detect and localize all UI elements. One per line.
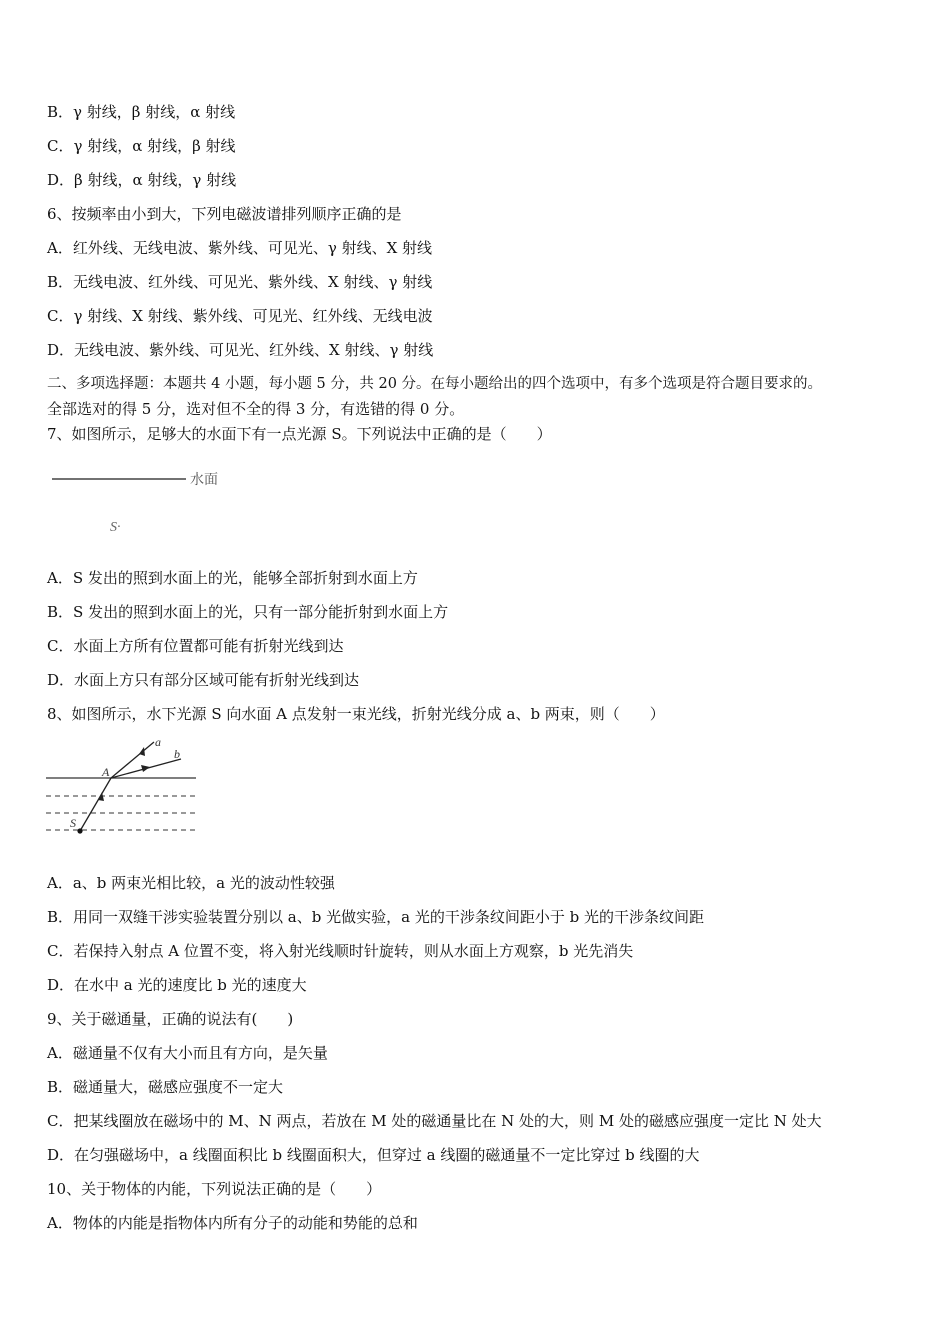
- point-a-label: A: [102, 765, 110, 779]
- q10-stem: 10、关于物体的内能，下列说法正确的是（ ）: [47, 1180, 382, 1198]
- q6-option-a: A．红外线、无线电波、紫外线、可见光、γ 射线、X 射线: [47, 239, 433, 257]
- q5-option-d: D．β 射线，α 射线，γ 射线: [47, 171, 237, 189]
- section2-header-line2: 全部选对的得 5 分，选对但不全的得 3 分，有选错的得 0 分。: [47, 400, 465, 418]
- water-surface-label: 水面: [190, 471, 218, 487]
- ray-b-arrow-icon: [141, 765, 150, 772]
- q9-option-c: C．把某线圈放在磁场中的 M、N 两点，若放在 M 处的磁通量比在 N 处的大，则 M 处的磁感应强度一定比 N 处大: [47, 1112, 822, 1130]
- q7-option-a: A．S 发出的照到水面上的光，能够全部折射到水面上方: [47, 569, 418, 587]
- q6-option-b: B．无线电波、红外线、可见光、紫外线、X 射线、γ 射线: [47, 273, 433, 291]
- q9-option-b: B．磁通量大，磁感应强度不一定大: [47, 1078, 284, 1096]
- q8-option-b: B．用同一双缝干涉实验装置分别以 a、b 光做实验，a 光的干涉条纹间距小于 b 光的干涉条纹间距: [47, 908, 704, 926]
- q8-figure: [44, 734, 204, 840]
- q8-stem: 8、如图所示，水下光源 S 向水面 A 点发射一束光线，折射光线分成 a、b 两束，则（ ）: [47, 705, 665, 723]
- q7-option-d: D．水面上方只有部分区域可能有折射光线到达: [47, 671, 360, 689]
- q9-option-a: A．磁通量不仅有大小而且有方向，是矢量: [47, 1044, 328, 1062]
- q7-stem: 7、如图所示，足够大的水面下有一点光源 S。下列说法中正确的是（ ）: [47, 425, 552, 443]
- ray-b-label: b: [174, 747, 180, 761]
- q6-option-d: D．无线电波、紫外线、可见光、红外线、X 射线、γ 射线: [47, 341, 434, 359]
- q5-option-c: C．γ 射线，α 射线，β 射线: [47, 137, 236, 155]
- q8-option-c: C．若保持入射点 A 位置不变，将入射光线顺时针旋转，则从水面上方观察，b 光先消失: [47, 942, 634, 960]
- ray-a-label: a: [155, 735, 161, 749]
- q8-option-a: A．a、b 两束光相比较，a 光的波动性较强: [47, 874, 335, 892]
- q9-option-d: D．在匀强磁场中，a 线圈面积比 b 线圈面积大，但穿过 a 线圈的磁通量不一定比穿过 b 线圈的大: [47, 1146, 700, 1164]
- q7-option-c: C．水面上方所有位置都可能有折射光线到达: [47, 637, 344, 655]
- light-source-point: [77, 828, 82, 833]
- q10-option-a: A．物体的内能是指物体内所有分子的动能和势能的总和: [47, 1214, 418, 1232]
- q7-figure: [48, 463, 238, 543]
- q5-option-b: B．γ 射线，β 射线，α 射线: [47, 103, 236, 121]
- source-s-label: S: [70, 816, 76, 830]
- q8-option-d: D．在水中 a 光的速度比 b 光的速度大: [47, 976, 307, 994]
- incident-ray: [80, 778, 111, 831]
- q6-option-c: C．γ 射线、X 射线、紫外线、可见光、红外线、无线电波: [47, 307, 433, 325]
- section2-header-line1: 二、多项选择题：本题共 4 小题，每小题 5 分，共 20 分。在每小题给出的四个选项中，有多个选项是符合题目要求的。: [47, 376, 823, 392]
- q6-stem: 6、按频率由小到大，下列电磁波谱排列顺序正确的是: [47, 205, 402, 223]
- q7-option-b: B．S 发出的照到水面上的光，只有一部分能折射到水面上方: [47, 603, 449, 621]
- light-source-label: S·: [110, 520, 121, 535]
- q9-stem: 9、关于磁通量，正确的说法有( ): [47, 1010, 294, 1028]
